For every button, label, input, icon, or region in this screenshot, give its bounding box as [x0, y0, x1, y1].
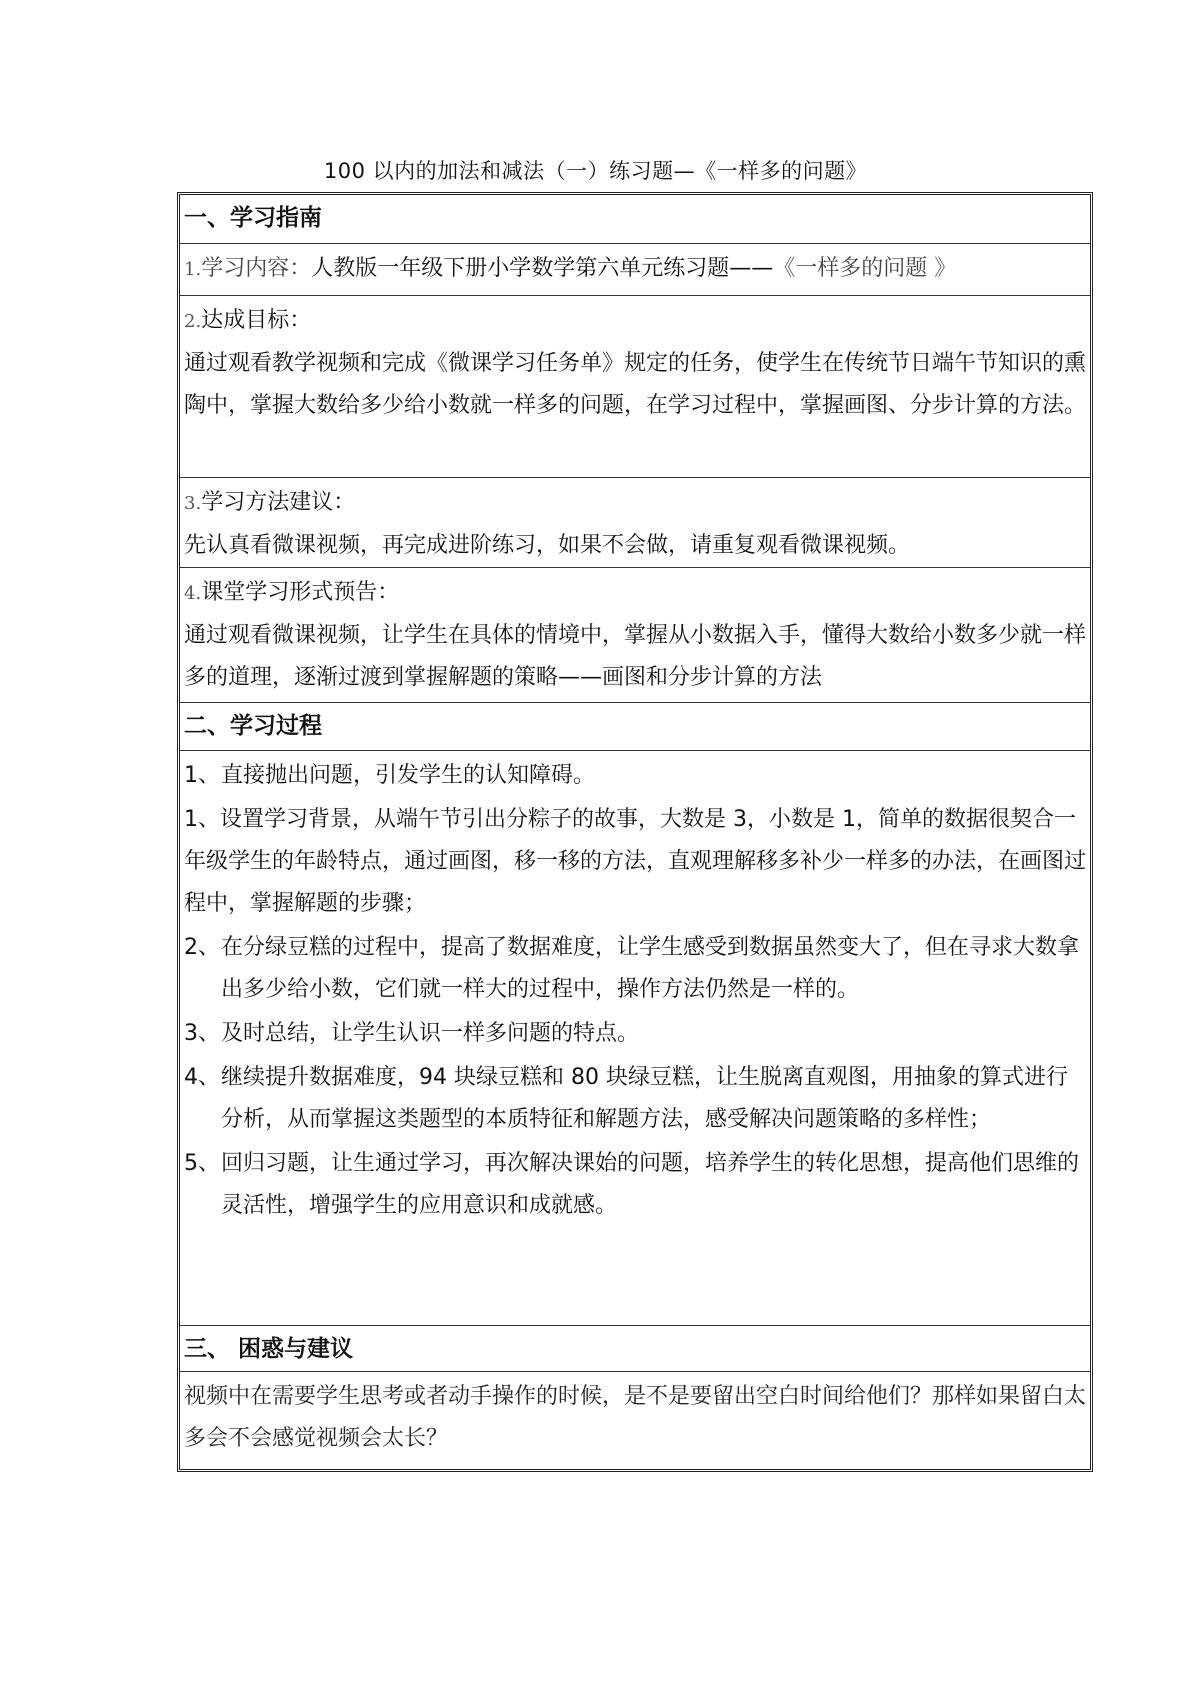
item-number: 4. — [184, 583, 202, 604]
learning-method-text: 先认真看微课视频，再完成进阶练习，如果不会做，请重复观看微课视频。 — [184, 533, 911, 558]
list-item — [184, 1013, 1087, 1055]
learning-process-cell — [180, 750, 1090, 1325]
learning-content-cell — [180, 243, 1090, 295]
learning-content-label: 学习内容： — [201, 256, 312, 281]
list-item-text: 在分绿豆糕的过程中，提高了数据难度，让学生感受到数据虽然变大了，但在寻求大数拿出多少给小数，它们就一样大的过程中，操作方法仍然是一样的。 — [221, 935, 1080, 1002]
learning-goal-cell — [180, 295, 1090, 477]
learning-content-suffix: 《一样多的问题 》 — [773, 256, 957, 281]
item-number: 1. — [184, 259, 202, 280]
list-item-index: 1、 — [184, 807, 220, 832]
suggestions-text: 视频中在需要学生思考或者动手操作的时候，是不是要留出空白时间给他们？那样如果留白太多会不会感觉视频会太长？ — [184, 1384, 1087, 1451]
list-item-index: 2、 — [184, 935, 220, 960]
list-item-text: 及时总结，让学生认识一样多问题的特点。 — [221, 1021, 640, 1046]
list-item — [184, 1143, 1087, 1227]
document-title: 100 以内的加法和减法（一）练习题—《一样多的问题》 — [323, 159, 868, 183]
section-heading-process: 二、学习过程 — [180, 702, 1090, 750]
list-item-index: 5、 — [184, 1151, 220, 1176]
list-item-index: 3、 — [184, 1021, 220, 1046]
list-item-index: 4、 — [184, 1065, 220, 1090]
class-form-text: 通过观看微课视频，让学生在具体的情境中，掌握从小数据入手，懂得大数给小数多少就一样多的道理，逐渐过渡到掌握解题的策略——画图和分步计算的方法 — [184, 623, 1087, 690]
learning-goal-label: 达成目标： — [201, 308, 312, 333]
list-item-text: 继续提升数据难度，94 块绿豆糕和 80 块绿豆糕，让生脱离直观图，用抽象的算式进行分析，从而掌握这类题型的本质特征和解题方法，感受解决问题策略的多样性； — [221, 1065, 1068, 1132]
list-item — [184, 755, 1087, 797]
learning-method-label: 学习方法建议： — [201, 490, 356, 515]
process-list — [184, 755, 1087, 1227]
list-item — [184, 1057, 1087, 1141]
class-form-cell — [180, 567, 1090, 702]
class-form-label: 课堂学习形式预告： — [201, 580, 400, 605]
list-item — [184, 799, 1087, 925]
list-item-index: 1、 — [184, 763, 220, 788]
suggestions-cell — [180, 1371, 1090, 1469]
list-item-text: 直接抛出问题，引发学生的认知障碍。 — [221, 763, 596, 788]
lesson-table — [177, 192, 1093, 1472]
list-item — [184, 927, 1087, 1011]
section-heading-guide: 一、学习指南 — [184, 205, 322, 231]
learning-goal-text: 通过观看教学视频和完成《微课学习任务单》规定的任务，使学生在传统节日端午节知识的熏陶中，掌握大数给多少给小数就一样多的问题，在学习过程中，掌握画图、分步计算的方法。 — [184, 351, 1087, 418]
list-item-text: 设置学习背景，从端午节引出分粽子的故事，大数是 3，小数是 1，简单的数据很契合一年级学生的年龄特点，通过画图，移一移的方法，直观理解移多补少一样多的办法，在画图过程中，掌握解题的步骤； — [184, 807, 1087, 916]
learning-method-cell — [180, 477, 1090, 567]
learning-content-text: 人教版一年级下册小学数学第六单元练习题—— — [311, 256, 774, 281]
item-number: 3. — [184, 493, 202, 514]
item-number: 2. — [184, 311, 202, 332]
section-heading-suggestions: 三、 困惑与建议 — [180, 1325, 1090, 1371]
list-item-text: 回归习题，让生通过学习，再次解决课始的问题，培养学生的转化思想，提高他们思维的灵活性，增强学生的应用意识和成就感。 — [221, 1151, 1080, 1218]
